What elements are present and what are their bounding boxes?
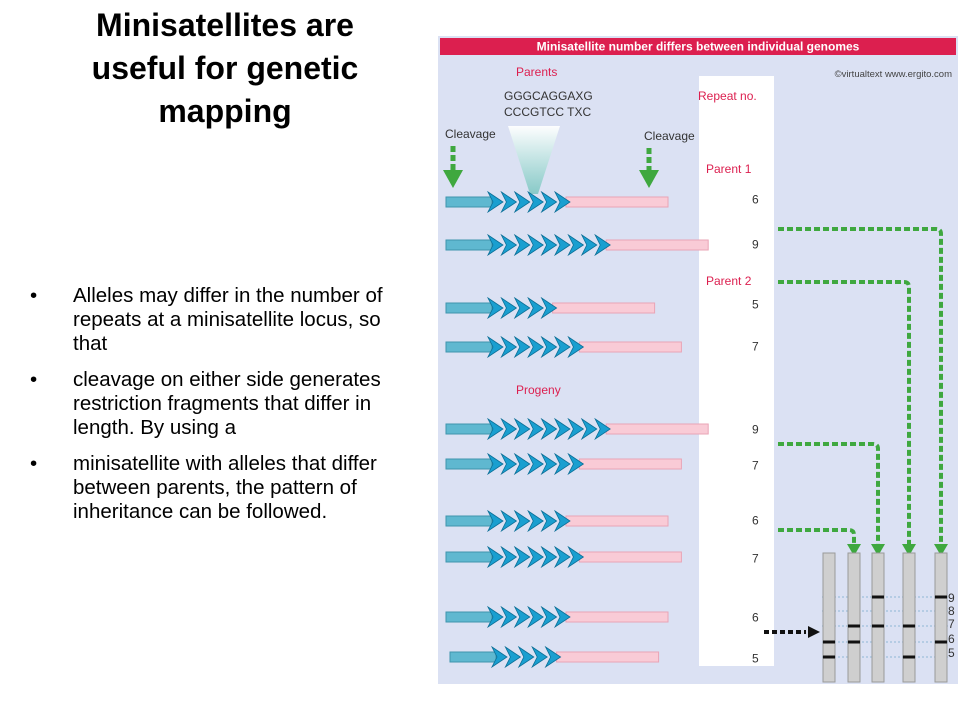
gel-band: [848, 625, 860, 628]
gel-band: [848, 641, 860, 644]
fragment-flank-blue: [446, 612, 492, 622]
gel-band: [903, 656, 915, 659]
fragment-flank-pink: [566, 197, 668, 207]
repeat-count: 9: [752, 422, 759, 437]
repeat-count: 7: [752, 551, 759, 566]
gel-ladder-label: 8: [948, 604, 955, 618]
bullet-text: minisatellite with alleles that differ between parents, the pattern of inheritance can be followed.: [73, 452, 377, 523]
gel-ladder-label: 7: [948, 617, 955, 631]
fragment-flank-pink: [579, 552, 681, 562]
gel-band: [872, 625, 884, 628]
repeat-count: 9: [752, 237, 759, 252]
figure-canvas: [436, 36, 960, 684]
gel-ladder-label: 9: [948, 591, 955, 605]
gel-lane: [903, 553, 915, 682]
gel-lane: [823, 553, 835, 682]
repeat-count: 7: [752, 339, 759, 354]
fragment-flank-blue: [446, 516, 492, 526]
gel-band: [823, 656, 835, 659]
bullet-item: [30, 368, 415, 440]
fragment-flank-pink: [566, 516, 668, 526]
gel-lane: [872, 553, 884, 682]
fragment-flank-pink: [579, 459, 681, 469]
repeat-count: 7: [752, 458, 759, 473]
gel-band: [823, 641, 835, 644]
gel-band: [903, 625, 915, 628]
parents-label: Parents: [516, 65, 558, 79]
figure-banner-title: Minisatellite number differs between individual genomes: [536, 39, 860, 54]
gel-band: [872, 596, 884, 599]
fragment-flank-pink: [606, 240, 708, 250]
bullet-dot: •: [30, 452, 38, 475]
fragment-flank-pink: [566, 612, 668, 622]
cleavage-label-right: Cleavage: [644, 129, 695, 143]
minisatellite-figure: [436, 36, 960, 684]
repeat-count: 6: [752, 513, 759, 528]
slide-title: [40, 4, 410, 133]
bullet-list: [30, 284, 415, 536]
slide-title-line-3: mapping: [158, 93, 292, 129]
gel-ladder-label: 5: [948, 646, 955, 660]
fragment-flank-pink: [606, 424, 708, 434]
gel-lane: [848, 553, 860, 682]
fragment-flank-blue: [446, 424, 492, 434]
fragment-flank-blue: [446, 303, 492, 313]
fragment-flank-blue: [450, 652, 496, 662]
fragment-flank-pink: [579, 342, 681, 352]
repeat-count: 6: [752, 610, 759, 625]
bullet-text: Alleles may differ in the number of repeats at a minisatellite locus, so that: [73, 284, 383, 355]
gel-lane: [935, 553, 947, 682]
bullet-item: [30, 284, 415, 356]
bullet-text: cleavage on either side generates restriction fragments that differ in length. By using a: [73, 368, 381, 439]
fragment-flank-blue: [446, 240, 492, 250]
bullet-dot: •: [30, 284, 38, 307]
repeat-number-header: Repeat no.: [698, 89, 757, 103]
repeat-count: 5: [752, 297, 759, 312]
bullet-item: [30, 452, 415, 524]
gel-band: [935, 641, 947, 644]
slide-title-line-1: Minisatellites are: [96, 7, 354, 43]
parent-2-label: Parent 2: [706, 274, 752, 288]
gel-ladder: [948, 591, 955, 660]
repeat-count: 5: [752, 651, 759, 666]
gel-band: [935, 596, 947, 599]
parent-1-label: Parent 1: [706, 162, 752, 176]
repeat-sequence-bottom: CCCGTCC TXC: [504, 105, 592, 119]
fragment-flank-blue: [446, 197, 492, 207]
repeat-count: 6: [752, 192, 759, 207]
fragment-flank-blue: [446, 342, 492, 352]
fragment-flank-pink: [557, 652, 659, 662]
bullet-dot: •: [30, 368, 38, 391]
figure-credit: ©virtualtext www.ergito.com: [834, 69, 952, 80]
fragment-flank-blue: [446, 552, 492, 562]
gel-ladder-label: 6: [948, 632, 955, 646]
progeny-label: Progeny: [516, 383, 561, 397]
fragment-flank-pink: [553, 303, 655, 313]
fragment-flank-blue: [446, 459, 492, 469]
repeat-sequence-top: GGGCAGGAXG: [504, 89, 593, 103]
slide-title-line-2: useful for genetic: [91, 50, 359, 86]
cleavage-label-left: Cleavage: [445, 127, 496, 141]
